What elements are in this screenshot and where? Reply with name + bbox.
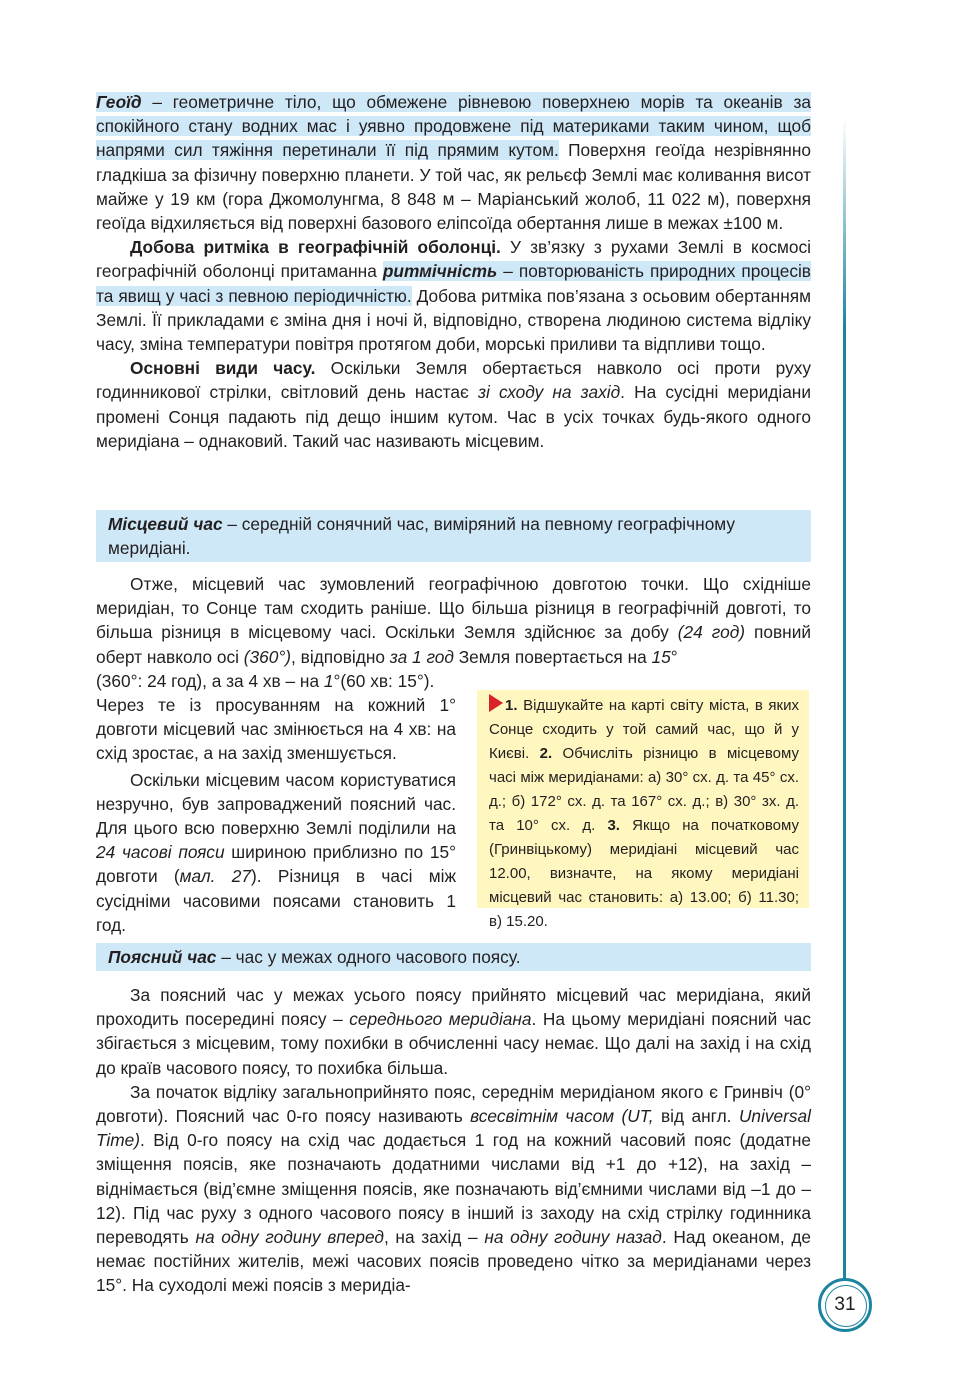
term-geoid: Геоїд	[96, 92, 142, 112]
heading-time-types: Основні види часу.	[130, 358, 316, 379]
term-zone-time: Поясний час	[108, 947, 217, 967]
paragraph-geoid: Геоїд – геометричне тіло, що обмежене рівневою поверхнею морів та океанів за спокійного стану водних мас і уявно продовжене під материками таким чином, щоб напрями сил тяжіння перетинали її під прямим кутом. Поверхня геоїда незрівнянно гладкіша за фізичну поверхню планети. У той час, як рельєф Землі має коливання висот майже у 19 км (гора Джомолунгма, 8 848 м – Маріанський жолоб, 11 022 м), поверхня геоїда відхиляється від поверхні базового еліпсоїда обертання лише в межах ±100 м.	[96, 92, 812, 234]
term-rhythmicity: ритмічність	[382, 261, 498, 282]
page-number-badge	[818, 1278, 872, 1332]
paragraph-minutes-per-degree: Через те із просуванням на кожний 1° довготи місцевий час змінюється на 4 хв: на схід зростає, а на захід зменшується. Оскільки місцевим часом користуватися незручно, був запроваджений поясний час. Для цього всю поверхню Землі поділили на 24 часові пояси шириною приблизно по 15° довготи (мал. 27). Різниця в часі між сусідніми часовими поясами становить 1 год.	[96, 693, 456, 937]
task-box: 1. Відшукайте на карті світу міста, в яких Сонце сходить у той самий час, що й у Києві. 2. Обчисліть різницю в місцевому часі між меридіанами: а) 30° сх. д. та 45° сх. д.; б) 172° сх. д. та 167° сх. д.; в) 30° зх. д. та 10° сх. д. 3. Якщо на початковому (Гринвіцькому) меридіані місцевий час 12.00, визначте, на якому меридіані місцевий час становить: а) 13.00; б) 11.30; в) 15.20.	[477, 690, 809, 908]
paragraph-middle-meridian: За поясний час у межах усього поясу прийнято місцевий час меридіана, який проходить посередині поясу – середнього меридіана. На цьому меридіані поясний час збігається з місцевим, тому похибки в обчисленні часу немає. Що далі на захід і на схід до країв часового поясу, то похибка більша.	[96, 985, 812, 1078]
rhythm-definition-highlight: ритмічність – повторюваність природних процесів та явищ у часі з певною періодичністю.	[96, 261, 811, 306]
task-arrow-icon	[489, 694, 503, 712]
paragraph-universal-time: За початок відліку загальноприйнято пояс, середнім меридіаном якого є Гринвіч (0° довготи). Поясний час 0-го поясу називають всесвітнім часом (UT, від англ. Universal Time). Від 0-го поясу на схід час додається 1 год на кожний часовий пояс (додатне зміщення поясів, яке позначають додатними числами від +1 до +12), на захід – віднімається (від’ємне зміщення поясів, яке позначають від’ємними числами від –1 до –12). Під час руху з одного часового поясу в інший із заходу на схід стрілку годинника переводять на одну годину вперед, на захід – на одну годину назад. Над океаном, де немає постійних жителів, межі часових поясів проведено чітко за меридіанами через 15°. На суходолі межі поясів з меридіа-	[96, 1081, 812, 1296]
main-text-bottom	[96, 983, 811, 1298]
paragraph-daily-rhythm: Добова ритміка в географічній оболонці. У зв’язку з рухами Землі в космосі географічній оболонці притаманна ритмічність – повторюваність природних процесів та явищ у часі з певною періодичністю. Добова ритміка пов’язана з осьовим обертанням Землі. Її прикладами є зміна дня і ночі й, відповідно, створена людиною система відліку часу, зміна температури повітря протягом доби, морські приливи та відпливи тощо.	[96, 237, 811, 355]
paragraph-local-time-explain: Отже, місцевий час зумовлений географічною довготою точки. Що східніше меридіан, то Сонце там сходить раніше. Що більша різниця в географічній довготі, то більша різниця в місцевому часі. Оскільки Земля здійснює за добу (24 год) повний оберт навколо осі (360°), відповідно за 1 год Земля повертається на 15° (360°: 24 год), а за 4 хв – на 1°(60 хв: 15°).	[96, 574, 811, 691]
paragraph-time-types: Основні види часу. Оскільки Земля обертається навколо осі проти руху годинникової стрілки, світловий день настає зі сходу на захід. На сусідні меридіани промені Сонця падають під дещо іншим кутом. Час в усіх точках будь-якого одного меридіана – однаковий. Такий час називають місцевим.	[96, 358, 811, 451]
definition-zone-time: Поясний час – час у межах одного часового поясу.	[96, 943, 811, 971]
heading-daily-rhythm: Добова ритміка в географічній оболонці.	[130, 237, 501, 258]
main-text-top	[96, 90, 811, 453]
term-local-time: Місцевий час	[108, 514, 223, 534]
definition-local-time: Місцевий час – середній сонячний час, виміряний на певному географічному меридіані.	[96, 510, 811, 562]
page-number: 31	[834, 1294, 856, 1315]
page-edge-line	[843, 118, 846, 1286]
geoid-definition-highlight: Геоїд – геометричне тіло, що обмежене рівневою поверхнею морів та океанів за спокійного стану водних мас і уявно продовжене під материками таким чином, щоб напрями сил тяжіння перетинали її під прямим кутом.	[96, 92, 811, 161]
paragraph-zone-time-intro: Оскільки місцевим часом користуватися незручно, був запроваджений поясний час. Для цього всю поверхню Землі поділили на 24 часові пояси шириною приблизно по 15° довготи (мал. 27). Різниця в часі між сусідніми часовими поясами становить 1 год.	[96, 769, 457, 935]
